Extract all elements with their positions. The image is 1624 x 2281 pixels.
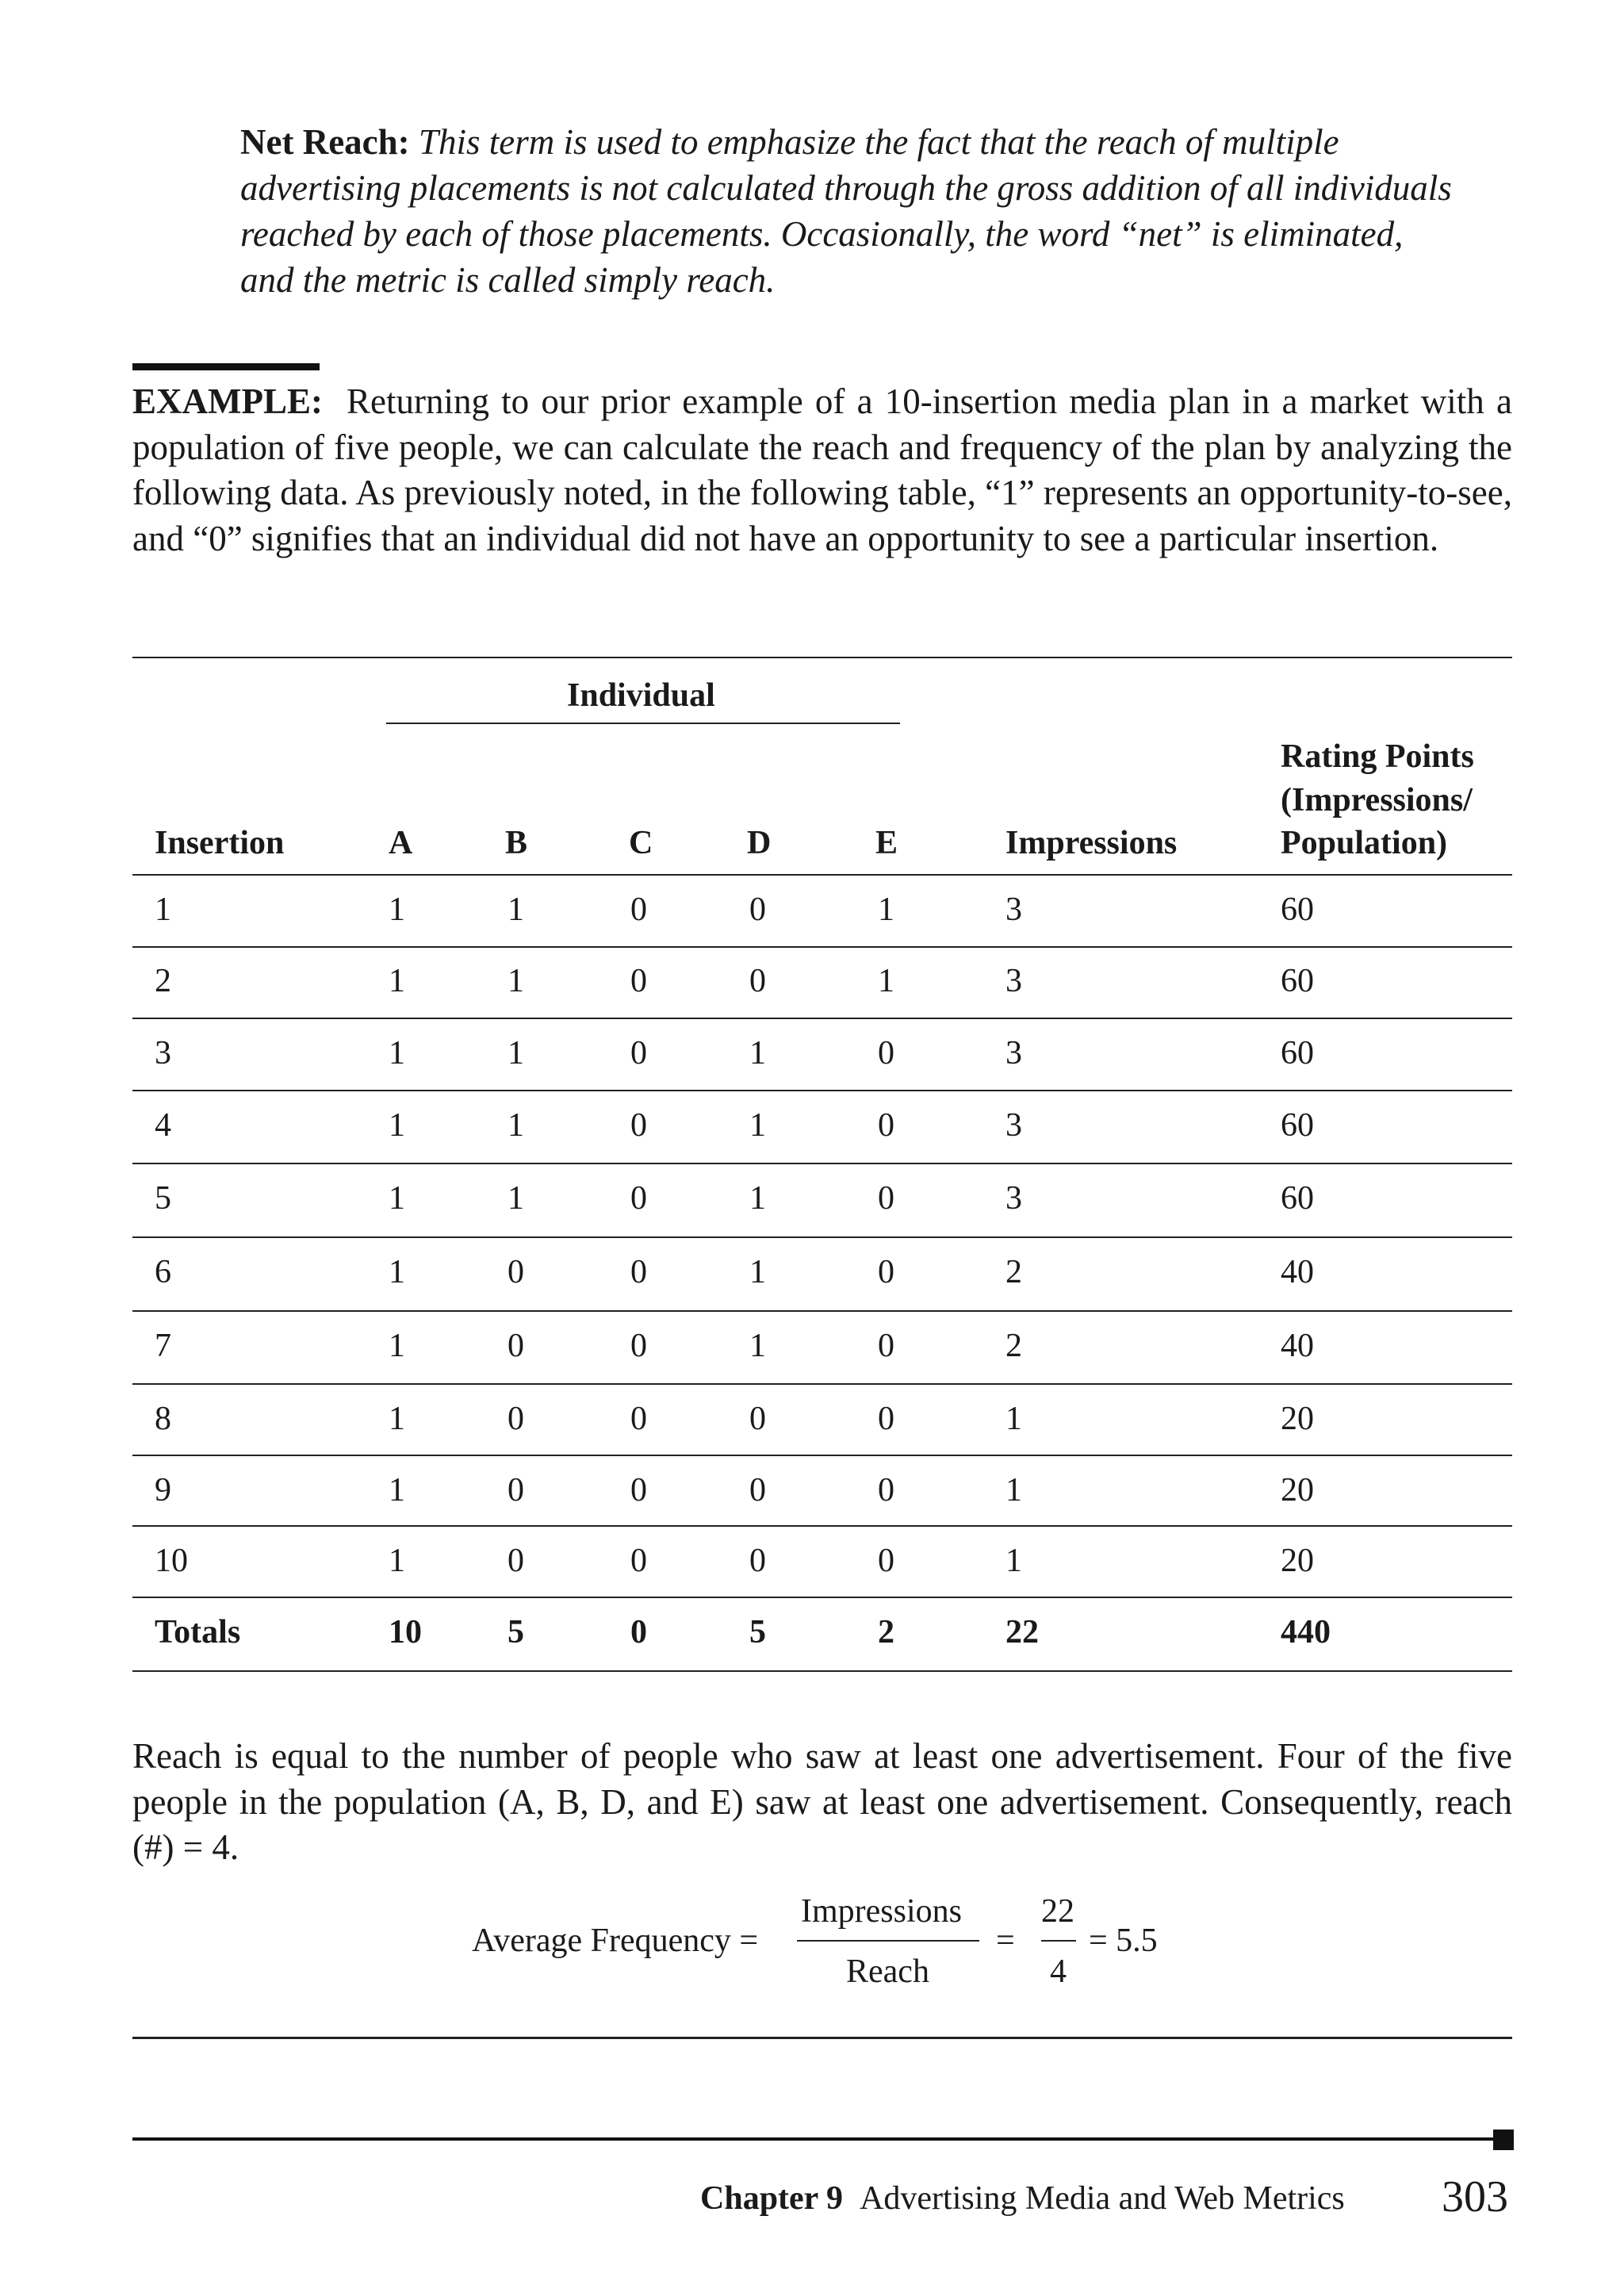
table-cell: 0 [508,1543,524,1579]
table-cell: 0 [630,1035,647,1071]
row-rule [132,1383,1512,1385]
formula-numerator: Impressions [801,1893,962,1930]
header-rating-line1: Rating Points [1281,738,1474,775]
table-cell: 60 [1281,891,1314,928]
table-cell: 0 [878,1035,894,1071]
individual-group-header: Individual [567,677,715,714]
footer-square-marker [1493,2130,1514,2150]
table-cell: 3 [1005,1107,1022,1144]
table-cell: 1 [508,963,524,999]
table-cell: 0 [630,1107,647,1144]
table-cell: 0 [878,1328,894,1364]
table-cell: 0 [630,1180,647,1217]
table-cell: 0 [749,1401,766,1437]
table-cell: 0 [878,1254,894,1290]
table-cell: 2 [155,963,171,999]
formula-equals: = [996,1923,1015,1959]
table-cell: 3 [1005,1180,1022,1217]
header-b: B [505,825,528,861]
table-top-rule [132,657,1512,658]
table-cell: 0 [630,1254,647,1290]
table-cell: 1 [1005,1472,1022,1509]
table-cell: 60 [1281,1107,1314,1144]
table-cell: 60 [1281,963,1314,999]
table-cell: 1 [749,1107,766,1144]
row-rule [132,946,1512,948]
table-cell: 9 [155,1472,171,1509]
table-cell: 1 [1005,1401,1022,1437]
footer-chapter: Chapter 9 [700,2180,844,2217]
table-cell: 40 [1281,1254,1314,1290]
table-cell: 0 [630,1401,647,1437]
row-rule [132,1597,1512,1598]
totals-cell: 5 [508,1614,524,1650]
footer-running-head [700,2177,1345,2220]
table-cell: 1 [878,963,894,999]
table-cell: 5 [155,1180,171,1217]
row-rule [132,1525,1512,1527]
header-c: C [629,825,653,861]
formula-fraction-line-2 [1041,1940,1076,1942]
table-cell: 20 [1281,1543,1314,1579]
table-cell: 1 [389,1472,405,1509]
table-cell: 1 [508,1035,524,1071]
table-cell: 0 [508,1472,524,1509]
table-cell: 20 [1281,1401,1314,1437]
table-cell: 1 [389,891,405,928]
totals-cell: 2 [878,1614,894,1650]
table-cell: 0 [508,1328,524,1364]
table-cell: 1 [389,1254,405,1290]
table-cell: 0 [630,1472,647,1509]
table-cell: 1 [878,891,894,928]
row-rule [132,1236,1512,1238]
formula-result: = 5.5 [1089,1923,1158,1959]
table-cell: 1 [749,1254,766,1290]
table-cell: 2 [1005,1254,1022,1290]
totals-cell: 22 [1005,1614,1039,1650]
row-rule [132,1090,1512,1091]
table-cell: 0 [878,1543,894,1579]
table-cell: 60 [1281,1035,1314,1071]
table-cell: 0 [878,1180,894,1217]
table-cell: 0 [630,1328,647,1364]
example-rule [132,363,320,370]
net-reach-definition [240,119,1461,303]
table-cell: 1 [389,1107,405,1144]
table-cell: 1 [389,1035,405,1071]
header-a: A [389,825,413,861]
table-cell: 1 [1005,1543,1022,1579]
footer-title: Advertising Media and Web Metrics [860,2180,1345,2217]
table-cell: 1 [389,1328,405,1364]
formula-lhs: Average Frequency = [472,1923,759,1959]
header-impressions: Impressions [1005,825,1178,861]
formula-numerator-value: 22 [1041,1893,1074,1930]
table-cell: 1 [389,1543,405,1579]
table-cell: 0 [749,1543,766,1579]
net-reach-term: Net Reach: [240,122,410,162]
table-cell: 0 [630,1543,647,1579]
table-cell: 1 [508,1180,524,1217]
page-number: 303 [1442,2172,1508,2222]
header-rating-line3: Population) [1281,825,1448,861]
formula-denominator: Reach [846,1953,929,1990]
individual-group-rule [386,723,900,724]
row-rule [132,1310,1512,1312]
table-cell: 3 [1005,1035,1022,1071]
net-reach-text: This term is used to emphasize the fact that the reach of multiple advertising placements is not calculated through the gross addition of all individuals reached by each of those placements. Occasionally, the word “net” is eliminated, and the metric is called simply reach. [240,122,1452,300]
table-cell: 1 [749,1035,766,1071]
table-cell: 40 [1281,1328,1314,1364]
totals-cell: 0 [630,1614,647,1650]
header-insertion: Insertion [155,825,285,861]
table-cell: 0 [878,1472,894,1509]
table-cell: 6 [155,1254,171,1290]
table-cell: 2 [1005,1328,1022,1364]
totals-label: Totals [155,1614,241,1650]
row-rule [132,1163,1512,1164]
totals-cell: 440 [1281,1614,1331,1650]
header-d: D [747,825,772,861]
table-cell: 0 [749,1472,766,1509]
table-cell: 0 [878,1107,894,1144]
table-cell: 1 [508,891,524,928]
row-rule [132,1455,1512,1456]
table-cell: 1 [389,1401,405,1437]
table-bottom-rule [132,1670,1512,1672]
table-cell: 8 [155,1401,171,1437]
table-cell: 0 [630,963,647,999]
totals-cell: 10 [389,1614,422,1650]
table-cell: 3 [155,1035,171,1071]
table-cell: 0 [749,891,766,928]
table-cell: 3 [1005,891,1022,928]
footer-rule [132,2137,1494,2141]
example-label: EXAMPLE: [132,381,323,421]
table-cell: 10 [155,1543,188,1579]
example-paragraph [132,379,1512,562]
table-cell: 0 [749,963,766,999]
table-cell: 1 [749,1328,766,1364]
section-end-rule [132,2037,1512,2039]
example-text: Returning to our prior example of a 10-insertion media plan in a market with a population of five people, we can calculate the reach and frequency of the plan by analyzing the following data. As previously noted, in the following table, “1” represents an opportunity-to-see, and “0” signifies that an individual did not have an opportunity to see a particular insertion. [132,381,1512,558]
table-cell: 0 [508,1401,524,1437]
table-cell: 7 [155,1328,171,1364]
header-e: E [875,825,898,861]
table-cell: 4 [155,1107,171,1144]
table-cell: 1 [389,1180,405,1217]
totals-cell: 5 [749,1614,766,1650]
table-cell: 60 [1281,1180,1314,1217]
table-cell: 0 [878,1401,894,1437]
header-rating-line2: (Impressions/ [1281,782,1473,818]
table-cell: 1 [508,1107,524,1144]
reach-paragraph: Reach is equal to the number of people who saw at least one advertisement. Four of the five people in the population (A, B, D, and E) saw at least one advertisement. Consequently, reach (#) = 4. [132,1736,1512,1867]
table-cell: 3 [1005,963,1022,999]
table-cell: 20 [1281,1472,1314,1509]
row-rule [132,1018,1512,1019]
table-cell: 1 [155,891,171,928]
formula-denominator-value: 4 [1050,1953,1067,1990]
formula-fraction-line-1 [797,1940,979,1942]
table-cell: 0 [508,1254,524,1290]
table-cell: 0 [630,891,647,928]
table-cell: 1 [749,1180,766,1217]
header-bottom-rule [132,874,1512,876]
table-cell: 1 [389,963,405,999]
